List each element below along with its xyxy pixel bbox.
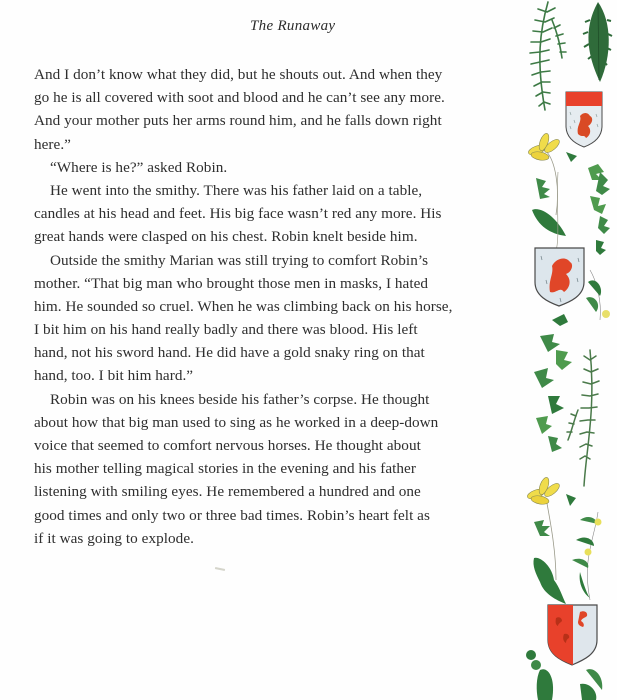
text-line: listening with smiling eyes. He remembered a hundred and one — [34, 483, 421, 501]
decorative-border — [517, 0, 617, 700]
fern-frond-icon — [567, 350, 599, 486]
shield-silver-lion-icon — [535, 248, 584, 306]
ink-mark — [215, 567, 225, 571]
ivy-vine-icon — [534, 314, 572, 452]
text-line: Outside the smithy Marian was still trying to comfort Robin’s — [50, 251, 429, 269]
text-line: Robin was on his knees beside his father’s corpse. He thought — [50, 390, 430, 408]
ivy-leaf-icon — [532, 164, 610, 255]
willow-leaf-icon — [583, 2, 612, 82]
text-line: voice that seemed to comfort nervous horses. He thought about — [34, 437, 421, 454]
text-line: hand, not his sword hand. He did have a gold snaky ring on that — [34, 344, 425, 362]
text-line: great hands were clasped on his chest. Robin knelt beside him. — [34, 228, 418, 246]
text-line: I bit him on his hand really badly and there was blood. His left — [34, 321, 418, 339]
text-line: mother. “That big man who brought those men in masks, I hated — [34, 274, 429, 292]
vine-leaf-icon — [586, 270, 610, 320]
text-line: hand, too. I bit him hard.” — [34, 367, 194, 385]
text-line: go he is all covered with soot and blood and he can’t see any more. — [34, 89, 445, 107]
text-line: candles at his head and feet. His big face wasn’t red any more. His — [34, 205, 442, 223]
text-line: And I don’t know what they did, but he shouts out. And when they — [34, 66, 443, 83]
text-line: about how that big man used to sing as he worked in a deep-down — [34, 413, 439, 431]
text-line: good times and only two or three bad times. Robin’s heart felt as — [34, 506, 430, 524]
body-text — [34, 63, 494, 550]
text-line: here.” — [34, 135, 71, 153]
text-line: He went into the smithy. There was his father laid on a table, — [50, 181, 423, 199]
shield-red-chief-icon — [566, 92, 602, 147]
text-line: him. He sounded so cruel. When he was climbing back on his horse, — [34, 297, 453, 315]
text-line: And your mother puts her arms round him, and he falls down right — [34, 112, 442, 130]
text-line: his mother telling magical stories in the evening and his father — [34, 460, 416, 478]
text-line: if it was going to explode. — [34, 529, 194, 547]
vine-bud-icon — [572, 512, 602, 600]
shield-per-pale-icon — [548, 605, 597, 665]
fern-frond-icon — [530, 2, 566, 110]
yellow-flower-icon — [527, 132, 577, 215]
text-line: “Where is he?” asked Robin. — [50, 158, 228, 176]
oak-leaf-icon — [533, 520, 566, 604]
running-head: The Runaway — [250, 18, 336, 34]
